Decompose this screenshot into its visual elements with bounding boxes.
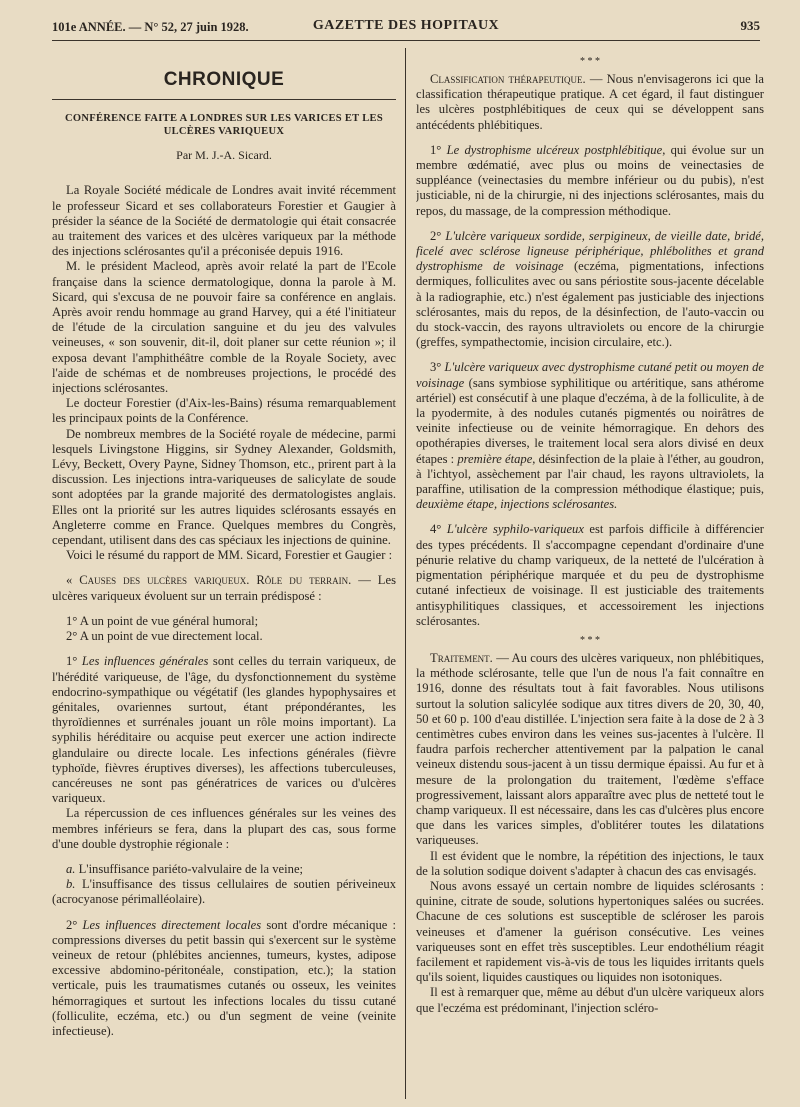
list-item xyxy=(52,877,396,907)
item-heading: Le dystrophisme ulcéreux postphlébitique xyxy=(446,142,663,157)
paragraph: La Royale Société médicale de Londres avait invité récemment le professeur Sicard et ses collaborateurs Forestier et Gaugier à présider la séance de la Société de dermatologie qui était consacrée au traitement des varices et des ulcères variqueux par la méthode des injections sclérosantes qu'il a préconisée depuis 1916. xyxy=(52,183,396,259)
item-heading: L'ulcère variqueux avec dystrophisme cutané petit ou moyen de voisinage xyxy=(416,360,764,390)
item-text: (sans symbiose syphilitique ou artéritique, sans athérome artériel) est consécutif à une plaque d'eczéma, à de la folliculite, à de la pyodermite, à des nodules cutanés pigmentés ou noirâtres de veinite infectieuse ou de veinite hémorragique. En dehors des opothérapies diverses, le traitement local sera alors divisé en deux étapes : xyxy=(416,375,764,466)
classification-text: — Nous n'envisagerons ici que la classification thérapeutique pratique. A cet égard, il faut distinguer les ulcères postphlébitiques de ceux qui se développent sans antécédents phlébitiques. xyxy=(416,72,764,132)
header-rule xyxy=(52,40,760,41)
item-heading: L'ulcère syphilo-variqueux xyxy=(446,522,584,537)
step-label: deuxième étape, injections sclérosantes. xyxy=(416,497,618,512)
item-text: (eczéma, pigmentations, infections dermiques, folliculites avec ou sans périostite sous-jacente décelable à la radiographie, etc.) n'est également pas justiciable des injections sclérosantes, mais du repos, de la désinfection, de l'auto-vaccin ou du stock-vaccin, des rayons ultraviolets ou encore de la chirurgie (greffes, sympathectomie, incision circulaire, etc.). xyxy=(416,259,764,350)
paragraph: Le docteur Forestier (d'Aix-les-Bains) résuma remarquablement les principaux points de la Conférence. xyxy=(52,396,396,426)
paragraph: Il est à remarquer que, même au début d'un ulcère variqueux alors que l'eczéma est prédominant, l'injection scléro- xyxy=(416,985,764,1015)
step-label: première étape xyxy=(457,451,533,466)
right-column xyxy=(416,50,764,1101)
classification-paragraph xyxy=(416,72,764,133)
list-item: 1° A un point de vue général humoral; xyxy=(66,613,259,628)
page-number: 935 xyxy=(740,18,760,33)
paragraph: Nous avons essayé un certain nombre de liquides sclérosants : quinine, citrate de soude, solutions hypertoniques salées ou sucrées. Chacune de ces solutions est susceptible de scléroser les parois veineuses et d'amener la guérison consécutive. Les veines variqueuses sont en effet très susceptibles. Leur endothélium réagit facilement et rapidement vis-à-vis de tous les liquides irritants quels qu'ils soient, liquides caustiques ou liquides non isotoniques. xyxy=(416,878,764,985)
list-item xyxy=(52,862,396,877)
classification-heading: Classification thérapeutique. xyxy=(430,72,586,86)
item-number: 4° xyxy=(430,522,447,537)
treatment-text: — Au cours des ulcères variqueux, non phlébitiques, la méthode sclérosante, telle que l'un de nous l'a fait connaître en 1916, donne des résultats tout à fait favorables. Nous utilisons surtout la solution salicylée sodique aux titres divers de 20, 30, 40, 50 et 60 p. 100 d'eau distillée. L'injection sera faite à la dose de 2 à 3 centimètres cubes environ dans les veines sus-jacentes à l'ulcère. Il faudra parfois rechercher attentivement par la palpation le canal veineux distendu sous-jacent à un tissu dermique épaissi. Au fur et à mesure de la prolongation du traitement, l'œdème s'efface progressivement, laissant alors apparaître avec plus de netteté tout le champ variqueux. Il est nécessaire, dans les cas d'ulcères plus encore que dans les varices simples, d'oblitérer toutes les dilatations variqueuses. xyxy=(416,650,764,848)
section-separator: * * * xyxy=(580,56,600,67)
title-rule xyxy=(52,99,396,100)
paragraph: La répercussion de ces influences générales sur les veines des membres inférieurs se fera, dans la plupart des cas, sous forme d'une double dystrophie régionale : xyxy=(52,806,396,851)
section-separator: * * * xyxy=(580,634,600,646)
paragraph: Il est évident que le nombre, la répétition des injections, le taux de la solution sodique doivent s'adapter à chacun des cas envisagés. xyxy=(416,848,764,878)
local-influences-heading: Les influences directement locales xyxy=(82,917,262,932)
causes-text: — Les ulcères variqueux évoluent sur un terrain prédisposé : xyxy=(52,573,396,603)
item-text: L'insuffisance pariéto-valvulaire de la veine; xyxy=(75,861,304,876)
journal-title: GAZETTE DES HOPITAUX xyxy=(312,18,500,33)
causes-heading: « Causes des ulcères variqueux. Rôle du terrain. xyxy=(66,573,352,588)
item-label: b. xyxy=(66,877,76,892)
conference-title: CONFÉRENCE FAITE A LONDRES SUR LES VARICES ET LES ULCÈRES VARIQUEUX xyxy=(65,113,383,138)
item-label: a. xyxy=(66,861,76,876)
general-influences-text: sont celles du terrain variqueux, de l'hérédité variqueuse, de l'âge, du dysfonctionnement du système endocrino-sympathique ou végétatif (les glandes hypophysaires et génitales, ovariennes surtout, étant prépondérantes, les thyroïdiennes et surrénales jouant un rôle moins important). La syphilis héréditaire ou acquise peut exercer une action indirecte glandulaire ou directe locale. Les infections générales (fièvre typhoïde, fièvres éruptives diverses), les affections tuberculeuses, cancéreuses ne sont pas génératrices de varices ou d'ulcères variqueux. xyxy=(52,654,396,806)
list-item: 2° A un point de vue directement local. xyxy=(66,629,263,644)
issue-info: 101e ANNÉE. — N° 52, 27 juin 1928. xyxy=(52,20,249,34)
author-line: Par M. J.-A. Sicard. xyxy=(176,148,272,163)
item-number: 3° xyxy=(430,360,445,375)
paragraph: Voici le résumé du rapport de MM. Sicard, Forestier et Gaugier : xyxy=(66,548,393,563)
item-text: , désinfection de la plaie à l'éther, au goudron, à l'ichtyol, assèchement par l'air chaud, les rayons ultraviolets, la paraffine, utilisation de la compression méthodique élastique; puis, xyxy=(416,451,764,497)
local-influences-paragraph xyxy=(52,918,396,1040)
left-column xyxy=(52,50,396,1101)
item-text: , qui évolue sur un membre œdématié, avec plus ou moins de veinectasies de suppléance (veinectasies du membre inférieur ou du pubis), n'est justiciable, ni de la chirurgie, ni des injections sclérosantes, mais du repos, du massage, de la compression méthodique. xyxy=(416,142,764,218)
treatment-paragraph xyxy=(416,651,764,849)
item-number: 2° xyxy=(430,228,446,243)
chronicle-title: CHRONIQUE xyxy=(163,69,285,90)
classification-item xyxy=(416,522,764,628)
classification-item xyxy=(416,360,764,512)
paragraph: De nombreux membres de la Société royale de médecine, parmi lesquels Livingstone Higgins, sir Sydney Alexander, Goldsmith, Lévy, Beckett, Overy Payne, Sidney Thomson, etc., prirent part à la discussion. Les injections intra-variqueuses de salicylate de soude sont adoptées par la grande majorité des dermatologistes anglais. Elles ont la priorité sur les autres liquides sclérosants essayés en Angleterre comme en France. Quelques membres du Congrès, cependant, utilisent dans des cas spéciaux les injections de quinine. xyxy=(52,426,396,548)
item-text: L'insuffisance des tissus cellulaires de soutien périveineux (acrocyanose périmalléolaire). xyxy=(52,877,396,907)
treatment-heading: Traitement. xyxy=(430,650,493,665)
page-header xyxy=(52,14,760,36)
causes-paragraph xyxy=(52,573,396,603)
classification-item xyxy=(416,229,764,351)
general-influences-heading: Les influences générales xyxy=(81,654,209,669)
local-influences-text: sont d'ordre mécanique : compressions diverses du petit bassin qui s'exercent sur le système veineux de retour (phlébites anciennes, tumeurs, kystes, adipose excessive abdomino-péritonéale, constipation, etc.); la station verticale, puis les traumatismes cutanés ou osseux, les veinites hémorragiques et surtout les infections locales du tissu cutané (folliculite, eczéma, etc.) ou d'un segment de veine (veinite infectieuse). xyxy=(52,917,396,1038)
item-number: 1° xyxy=(430,142,447,157)
column-divider xyxy=(405,48,406,1099)
item-number: 1° xyxy=(66,654,82,669)
classification-item xyxy=(416,143,764,219)
general-influences-paragraph xyxy=(52,654,396,806)
item-heading: L'ulcère variqueux sordide, serpigineux, de vieille date, bridé, ficelé avec sclérose ligneuse périphérique, phlébolithes et grand dystrophisme de voisinage xyxy=(416,228,764,274)
item-number: 2° xyxy=(66,917,83,932)
paragraph: M. le président Macleod, après avoir relaté la part de l'Ecole française dans la science dermatologique, donna la parole à M. Sicard, qui s'excusa de ne pouvoir faire sa conférence en anglais. Après avoir rendu hommage au grand Harvey, qui a été l'initiateur de l'étude de la circulation sanguine et du jeu des valvules veineuses, « son souvenir, dit-il, doit planer sur cette réunion »; il exposa devant l'amphithéâtre comble de la Royale Society, avec l'aide de schémas et de nombreuses projections, le procédé des injections sclérosantes. xyxy=(52,259,396,396)
item-text: est parfois difficile à différencier des types précédents. Il s'accompagne cependant d'ordinaire d'une pénurie relative du champ variqueux, de la netteté de l'ulcération à pigmentation périphérique marquée et du peu de dystrophisme cutané infectieux de voisinage. Il est justiciable des traitements antisyphilitiques classiques, et accessoirement les injections sclérosantes. xyxy=(416,522,764,628)
